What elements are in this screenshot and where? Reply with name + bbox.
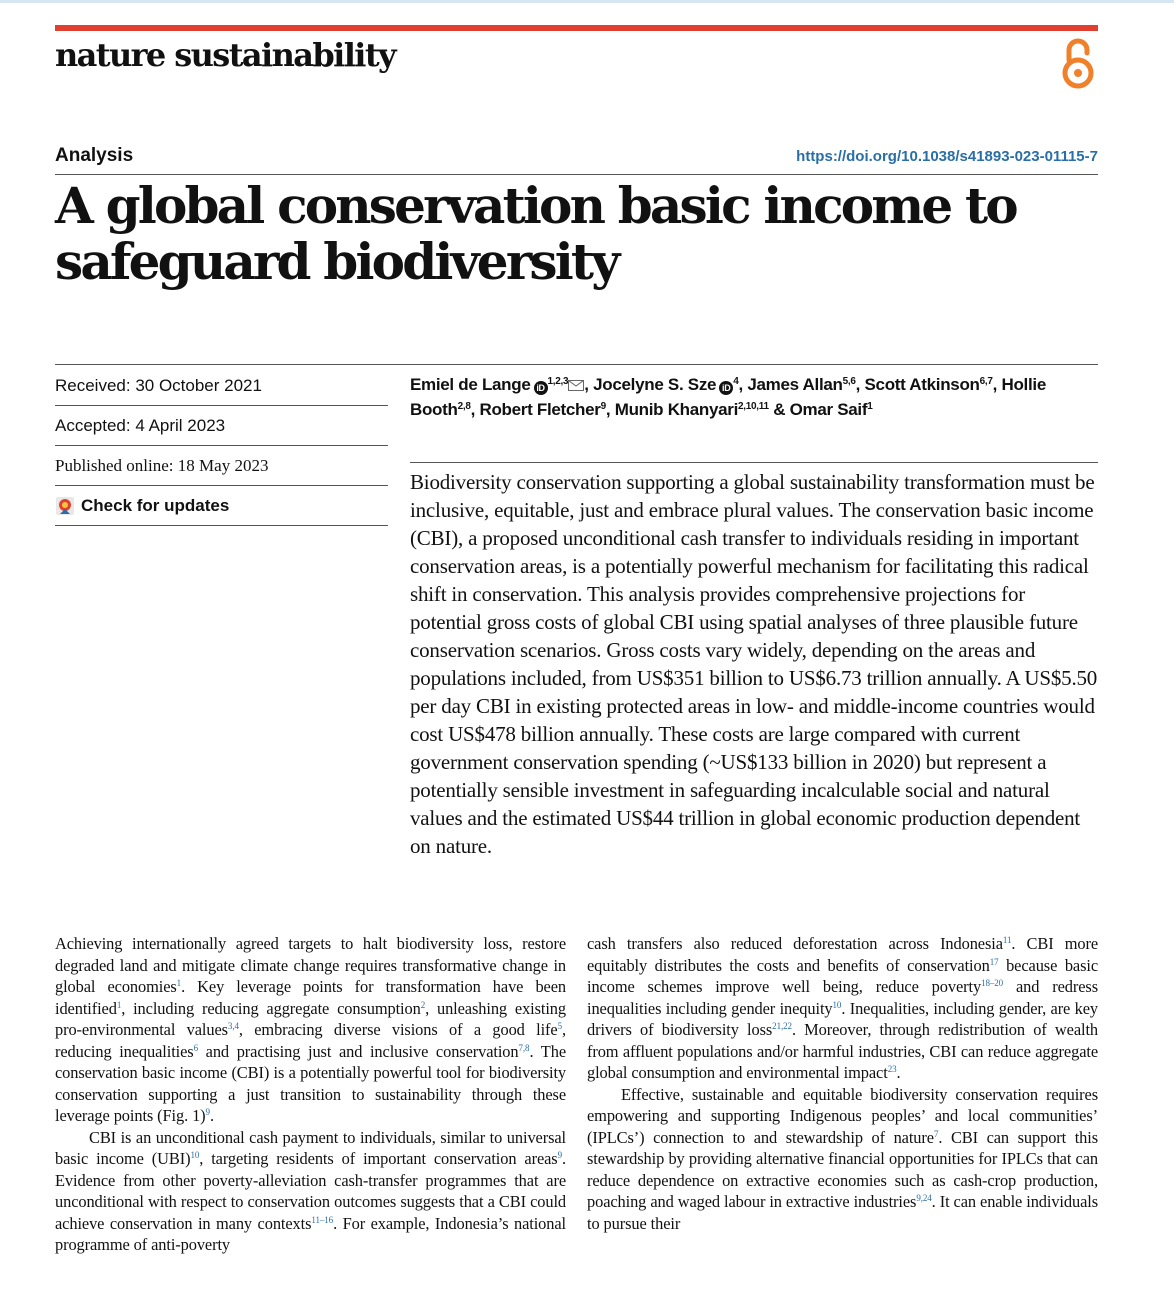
reference-citation[interactable]: 2	[420, 999, 426, 1010]
open-access-lock-icon	[1058, 36, 1098, 92]
body-paragraph: CBI is an unconditional cash payment to individuals, similar to universal basic income (UBI)$^{10}$, targeting residents of important conservation areas$^9$. Evidence from other poverty-alleviation cash-transfer programmes that are unconditional with respect to conservation outcomes suggests that a CBI could achieve conservation in many contexts$^{11-16}$. For example, Indonesia’s national programme of anti-poverty	[55, 1127, 566, 1254]
reference-citation[interactable]: 6	[193, 1042, 198, 1053]
author-affiliation: 5,6	[842, 376, 856, 387]
body-paragraph: Achieving internationally agreed targets to halt biodiversity loss, restore degraded land and mitigate climate change requires transformative change in global economies$^1$. Key leverage points for transformation have been identified$^1$, including reducing aggregate consumption$^2$, unleashing existing pro-environmental values$^{3,4}$, embracing diverse visions of a good life$^5$, reducing inequalities$^6$ and practising just and inclusive conservation$^{7,8}$. The conservation basic income (CBI) is a potentially powerful tool for biodiversity conservation supporting a just transition to sustainability through these leverage points (Fig. 1)$^9$.	[55, 934, 566, 1125]
author-affiliation: 6,7	[979, 376, 993, 387]
reference-citation[interactable]: 7,8	[518, 1042, 530, 1053]
reference-citation[interactable]: 9	[205, 1107, 210, 1117]
reference-citation[interactable]: 3,4	[227, 1021, 239, 1031]
author-affiliation: 2,10,11	[738, 401, 769, 412]
author-affiliation: 4	[733, 376, 739, 387]
reference-citation[interactable]: 9	[557, 1150, 562, 1160]
body-paragraph: Effective, sustainable and equitable biodiversity conservation requires empowering and supporting Indigenous peoples’ and local communities’ (IPLCs’) connection to and stewardship of nature$^7$. CBI can support this stewardship by providing alternative financial opportunities for IPLCs that can reduce dependence on extractive economies such as cash-crop production, poaching and waged labour in extractive industries$^{9,24}$. It can enable individuals to pursue their	[587, 1084, 1098, 1233]
article-type: Analysis	[55, 145, 134, 166]
reference-citation[interactable]: 10	[190, 1150, 200, 1160]
check-for-updates-button[interactable]	[55, 486, 388, 526]
article-title: A global conservation basic income to safeguard biodiversity	[55, 176, 1016, 291]
reference-citation[interactable]: 9,24	[916, 1193, 932, 1203]
browser-top-edge	[0, 0, 1174, 3]
doi-link[interactable]: https://doi.org/10.1038/s41893-023-01115-7	[796, 148, 1098, 165]
author-name[interactable]: Hollie Booth	[410, 375, 1046, 419]
author-affiliation: 1,2,3	[547, 376, 569, 387]
reference-citation[interactable]: 1	[116, 999, 122, 1010]
body-paragraph: cash transfers also reduced deforestation across Indonesia$^{11}$. CBI more equitably distributes the costs and benefits of conservation$^{17}$ because basic income schemes improve well being, reduce poverty$^{18-20}$ and redress inequalities including gender inequity$^{10}$. Inequalities, including gender, are key drivers of biodiversity loss$^{21,22}$. Moreover, through redistribution of wealth from affluent populations and/or harmful industries, CBI can reduce aggregate global consumption and environmental impact$^{23}$.	[587, 934, 1099, 1082]
received-date: Received: 30 October 2021	[55, 366, 388, 406]
check-for-updates-label: Check for updates	[81, 496, 230, 515]
author-affiliation: 2,8	[457, 401, 471, 412]
article-dates	[55, 366, 388, 526]
orcid-icon[interactable]: iD	[719, 381, 733, 395]
body-column-left	[55, 933, 566, 1256]
reference-citation[interactable]: 7	[933, 1128, 939, 1139]
reference-citation[interactable]: 1	[176, 978, 182, 988]
reference-citation[interactable]: 11	[1002, 935, 1012, 945]
author-name[interactable]: Munib Khanyari	[614, 400, 739, 419]
abstract-divider	[410, 462, 1098, 463]
reference-citation[interactable]: 18–20	[981, 978, 1004, 988]
reference-citation[interactable]: 21,22	[772, 1021, 792, 1031]
reference-citation[interactable]: 10	[832, 999, 842, 1010]
published-date: Published online: 18 May 2023	[55, 446, 388, 486]
email-icon[interactable]	[568, 380, 584, 391]
journal-name[interactable]: nature sustainability	[55, 36, 395, 74]
orcid-icon[interactable]: iD	[534, 381, 548, 395]
author-name[interactable]: Emiel de Lange	[410, 375, 531, 394]
abstract: Biodiversity conservation supporting a global sustainability transformation must be inclusive, equitable, just and embrace plural values. The conservation basic income (CBI), a proposed unconditional cash transfer to individuals residing in important conservation areas, is a potentially powerful mechanism for facilitating this radical shift in conservation. This analysis provides comprehensive projections for potential gross costs of global CBI using spatial analyses of three plausible future conservation scenarios. Gross costs vary widely, depending on the areas and populations included, from US$351 billion to US$6.73 trillion annually. A US$5.50 per day CBI in existing protected areas in low- and middle-income countries would cost US$478 billion annually. These costs are large compared with current government conservation spending (~US$133 billion in 2020) but represent a potentially sensible investment in safeguarding incalculable social and natural values and the estimated US$44 trillion in global economic production dependent on nature.	[410, 470, 1098, 858]
author-name[interactable]: Robert Fletcher	[479, 400, 601, 419]
meta-divider	[55, 364, 1098, 365]
reference-citation[interactable]: 23	[887, 1064, 897, 1074]
check-updates-icon	[55, 496, 75, 516]
reference-citation[interactable]: 17	[989, 956, 999, 967]
accepted-date: Accepted: 4 April 2023	[55, 406, 388, 446]
body-column-right	[587, 933, 1098, 1234]
author-name[interactable]: Omar Saif	[789, 400, 868, 419]
journal-accent-bar	[55, 25, 1098, 31]
author-name[interactable]: Scott Atkinson	[864, 375, 980, 394]
author-name[interactable]: Jocelyne S. Sze	[593, 375, 717, 394]
author-affiliation: 1	[867, 401, 873, 412]
author-affiliation: 9	[600, 401, 606, 412]
reference-citation[interactable]: 11–16	[311, 1214, 334, 1225]
reference-citation[interactable]: 5	[557, 1021, 562, 1031]
header-divider	[55, 174, 1098, 175]
author-name[interactable]: James Allan	[747, 375, 843, 394]
author-list: Emiel de Lange iD$^{1,2,3}$ , Jocelyne S. Sze $iD^4$, James Allan$^{5,6}$, Scott Atkinson$^{6,7}$, Hollie Booth$^{2,8}$, Robert Fletcher$^9$, Munib Khanyari$^{2,10,11}$ & Omar Saif$^1$	[410, 375, 1046, 419]
